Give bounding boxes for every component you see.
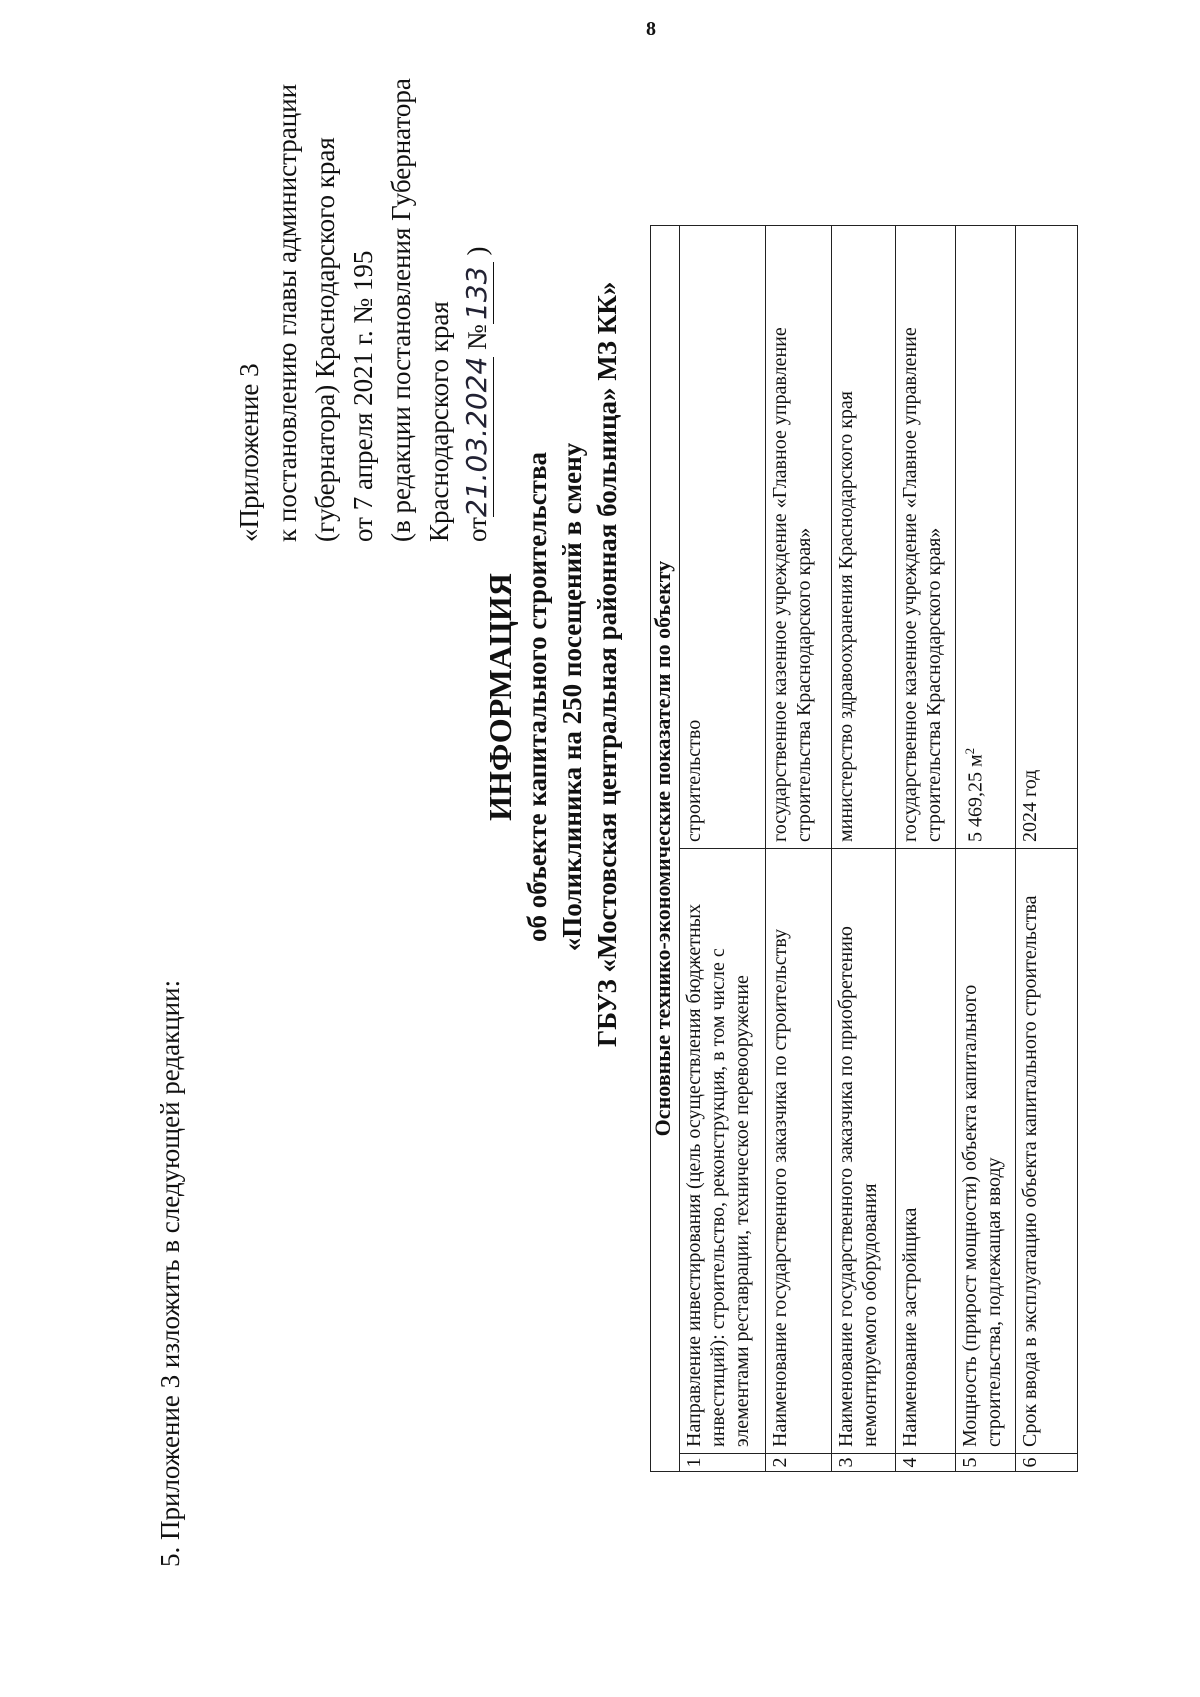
table-row	[832, 226, 896, 1472]
appendix-line: к постановлению главы администрации	[272, 83, 302, 542]
document-title	[480, 281, 625, 1047]
title-line: ГБУЗ «Мостовская центральная районная больница» МЗ КК»	[592, 281, 622, 1047]
table-row	[680, 226, 766, 1472]
row-number: 5	[956, 1454, 1016, 1472]
row-value: строительство	[680, 226, 766, 849]
table-row	[956, 226, 1016, 1472]
from-prefix: от	[462, 517, 492, 542]
row-number: 4	[896, 1454, 956, 1472]
appendix-line: от 7 апреля 2021 г. № 195	[348, 250, 378, 542]
row-label: Мощность (прирост мощности) объекта капитального строительства, подлежащая вводу	[956, 849, 1016, 1454]
table-header-row	[651, 226, 680, 1472]
row-value	[956, 226, 1016, 849]
row-number: 6	[1016, 1454, 1078, 1472]
appendix-line: Краснодарского края	[424, 301, 454, 542]
appendix-line: «Приложение 3	[234, 363, 264, 542]
title-line: об объекте капитального строительства	[522, 451, 552, 943]
row-label: Наименование государственного заказчика по строительству	[766, 849, 832, 1454]
table-row	[896, 226, 956, 1472]
appendix-line: (губернатора) Краснодарского края	[310, 137, 340, 542]
row-number: 3	[832, 1454, 896, 1472]
closing-paren: )	[462, 246, 492, 256]
title-main: ИНФОРМАЦИЯ	[482, 573, 518, 821]
row-number: 1	[680, 1454, 766, 1472]
number-label: №	[462, 324, 492, 350]
row-label: Наименование застройщика	[896, 849, 956, 1454]
handwritten-number: 133	[461, 262, 494, 324]
row-value: государственное казенное учреждение «Главное управление строительства Краснодарского края»	[766, 226, 832, 849]
intro-text: 5. Приложение 3 изложить в следующей редакции:	[155, 979, 185, 1567]
table-row	[1016, 226, 1078, 1472]
table-row	[766, 226, 832, 1472]
indicators-table	[650, 225, 1078, 1472]
row-label: Направление инвестирования (цель осуществления бюджетных инвестиций): строительство, реконструкция, в том числе с элементами реставрации, техническое перевооружение	[680, 849, 766, 1454]
row-value: министерство здравоохранения Краснодарского края	[832, 226, 896, 849]
row-value: государственное казенное учреждение «Главное управление строительства Краснодарского края»	[896, 226, 956, 849]
appendix-line: (в редакции постановления Губернатора	[386, 78, 416, 542]
table-header: Основные технико-экономические показатели по объекту	[651, 226, 680, 1472]
row-number: 2	[766, 1454, 832, 1472]
row-value: 2024 год	[1016, 226, 1078, 849]
value-text: 5 469,25 м	[964, 754, 987, 842]
row-label: Срок ввода в эксплуатацию объекта капитального строительства	[1016, 849, 1078, 1454]
row-label: Наименование государственного заказчика по приобретению немонтируемого оборудования	[832, 849, 896, 1454]
value-superscript: 2	[962, 747, 977, 755]
handwritten-date: 21.03.2024	[460, 356, 493, 518]
page-number: 8	[646, 18, 656, 40]
appendix-header	[230, 78, 496, 542]
title-line: «Поликлиника на 250 посещений в смену	[557, 442, 587, 952]
